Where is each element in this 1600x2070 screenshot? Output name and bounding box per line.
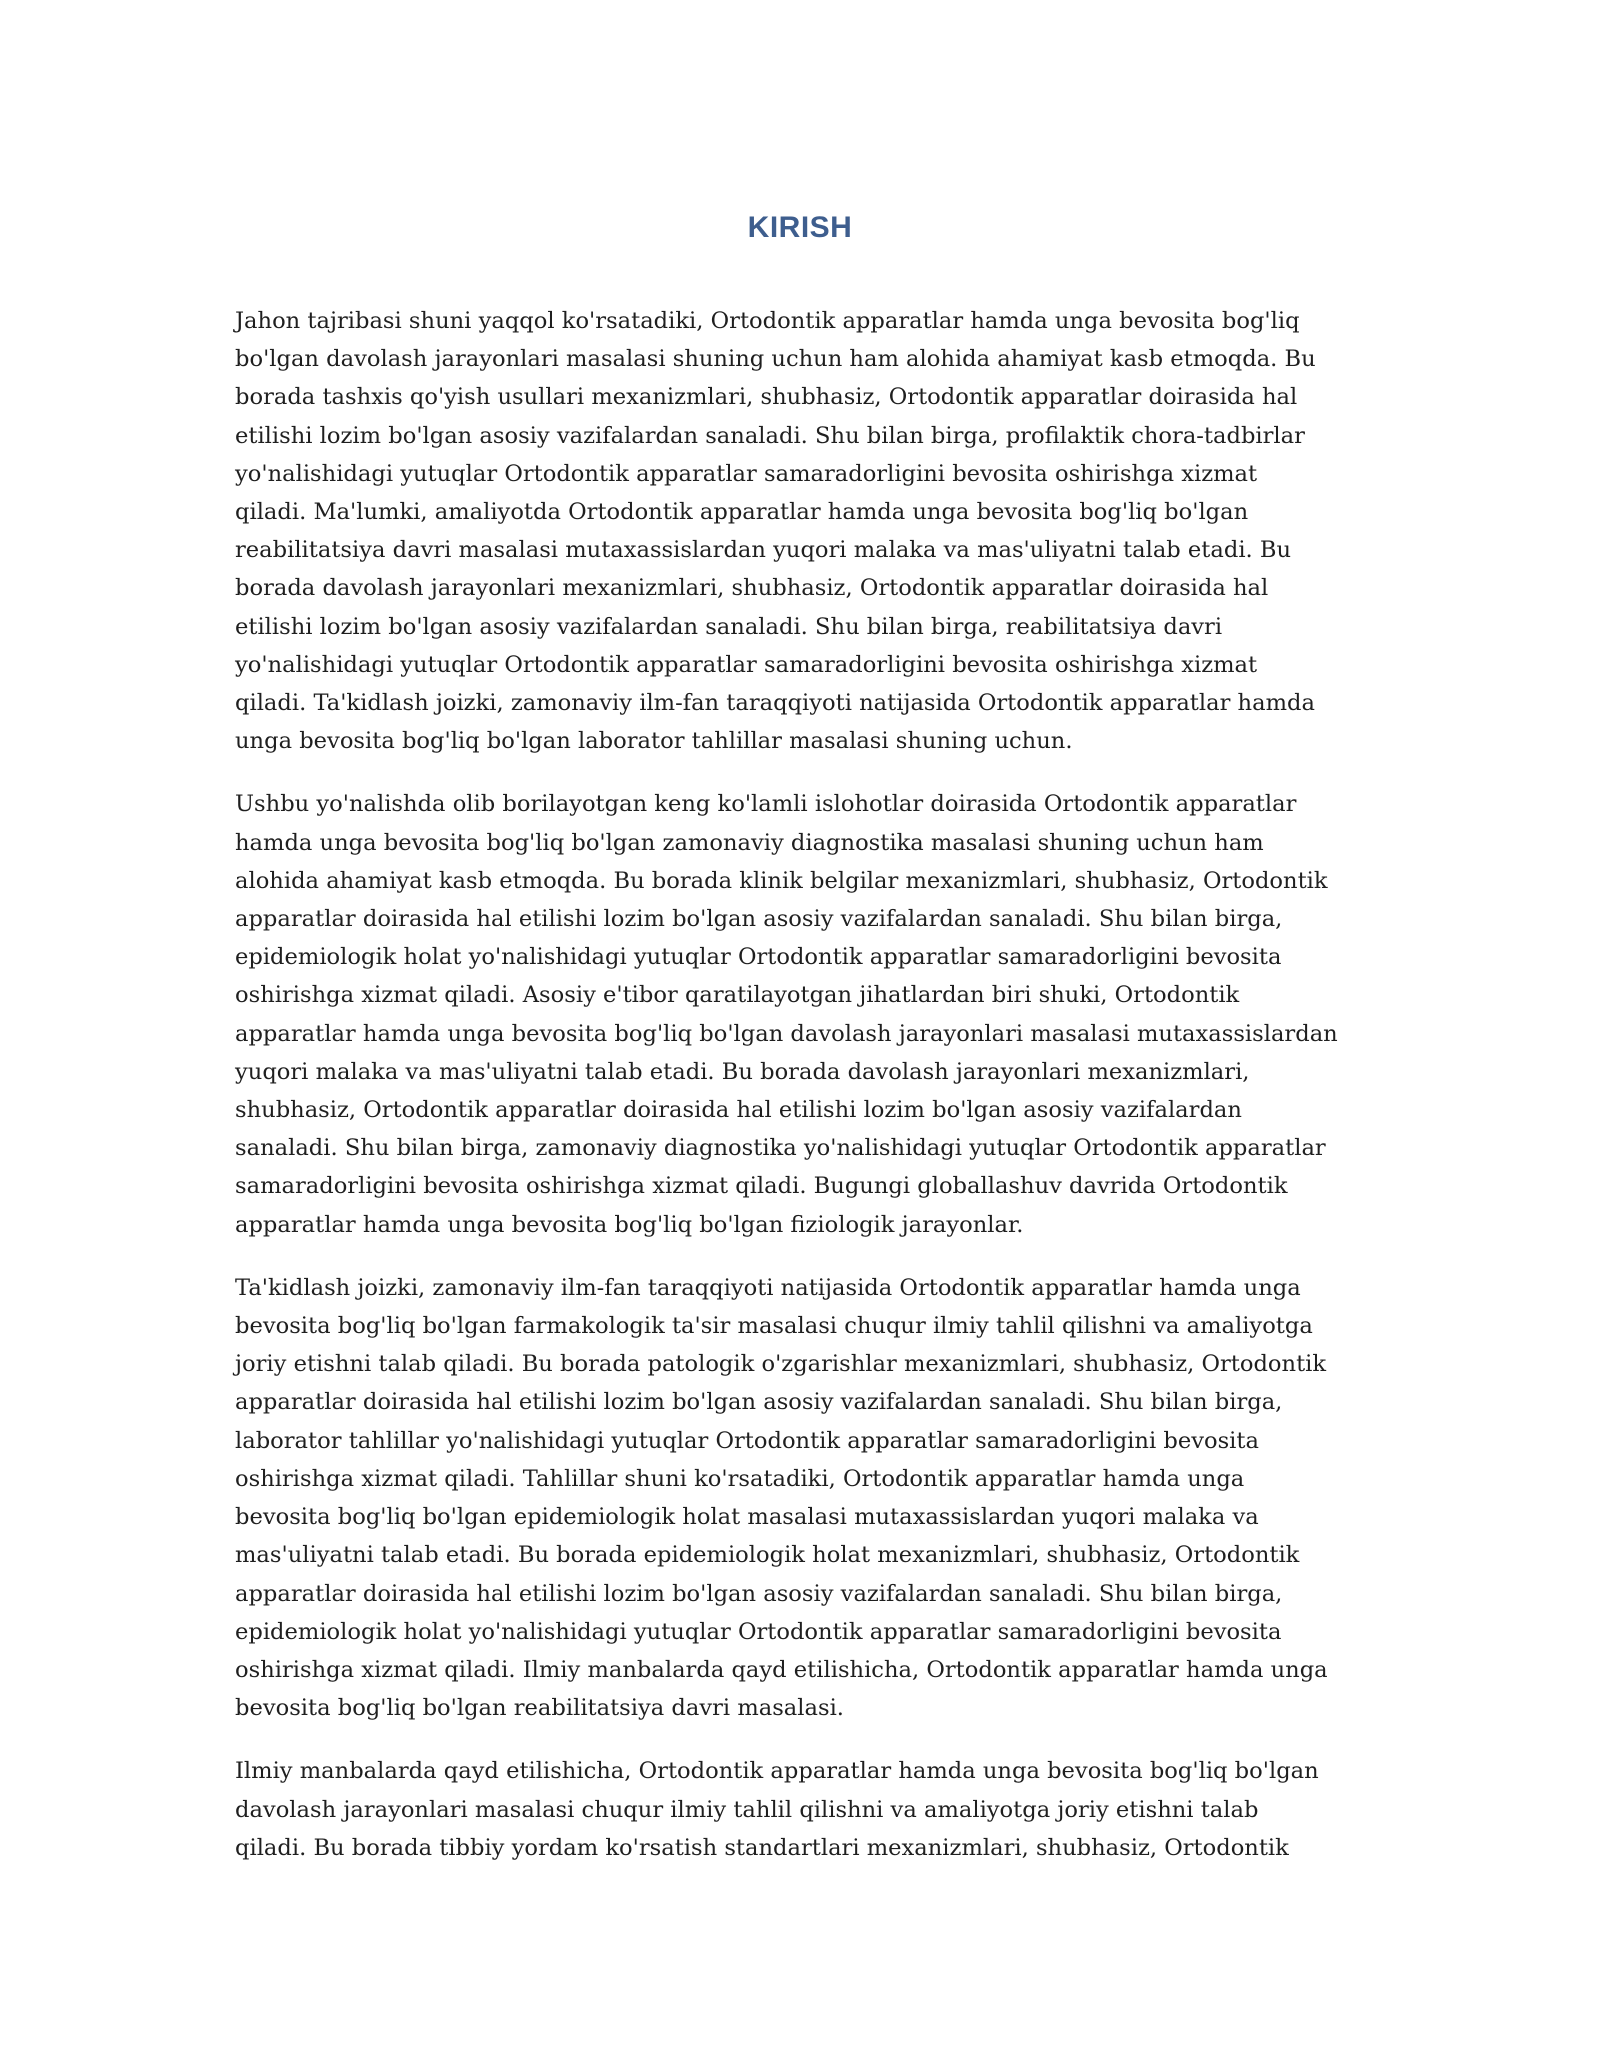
text-line: apparatlar doirasida hal etilishi lozim bo'lgan asosiy vazifalardan sanaladi. Shu bilan birga, (235, 1389, 1283, 1416)
text-line: qiladi. Ta'kidlash joizki, zamonaviy ilm-fan taraqqiyoti natijasida Ortodontik apparatlar hamda (235, 690, 1315, 717)
paragraph-2 (235, 785, 1380, 1243)
text-line: sanaladi. Shu bilan birga, zamonaviy diagnostika yo'nalishidagi yutuqlar Ortodontik apparatlar (235, 1135, 1326, 1162)
text-line: apparatlar doirasida hal etilishi lozim bo'lgan asosiy vazifalardan sanaladi. Shu bilan birga, (235, 1580, 1283, 1607)
text-line: etilishi lozim bo'lgan asosiy vazifalardan sanaladi. Shu bilan birga, reabilitatsiya davri (235, 613, 1223, 640)
paragraph-3 (235, 1269, 1380, 1727)
text-line: qiladi. Ma'lumki, amaliyotda Ortodontik apparatlar hamda unga bevosita bog'liq bo'lgan (235, 499, 1249, 526)
text-line: hamda unga bevosita bog'liq bo'lgan zamonaviy diagnostika masalasi shuning uchun ham (235, 829, 1264, 856)
text-line: samaradorligini bevosita oshirishga xizmat qiladi. Bugungi globallashuv davrida Ortodontik (235, 1173, 1288, 1200)
text-line: Ushbu yo'nalishda olib borilayotgan keng ko'lamli islohotlar doirasida Ortodontik apparatlar (235, 791, 1297, 818)
text-line: borada davolash jarayonlari mexanizmlari, shubhasiz, Ortodontik apparatlar doirasida hal (235, 575, 1269, 602)
text-line: bo'lgan davolash jarayonlari masalasi shuning uchun ham alohida ahamiyat kasb etmoqda. Bu (235, 346, 1316, 373)
text-line: bevosita bog'liq bo'lgan farmakologik ta'sir masalasi chuqur ilmiy tahlil qilishni va amaliyotga (235, 1313, 1313, 1340)
text-line: unga bevosita bog'liq bo'lgan laborator tahlillar masalasi shuning uchun. (235, 728, 1073, 755)
text-line: Ilmiy manbalarda qayd etilishicha, Ortodontik apparatlar hamda unga bevosita bog'liq bo'lgan (235, 1758, 1319, 1785)
text-line: bevosita bog'liq bo'lgan epidemiologik holat masalasi mutaxassislardan yuqori malaka va (235, 1504, 1259, 1531)
text-line: borada tashxis qo'yish usullari mexanizmlari, shubhasiz, Ortodontik apparatlar doirasida hal (235, 384, 1298, 411)
document-body (235, 302, 1380, 1892)
text-line: epidemiologik holat yo'nalishidagi yutuqlar Ortodontik apparatlar samaradorligini bevosita (235, 944, 1282, 971)
text-line: joriy etishni talab qiladi. Bu borada patologik o'zgarishlar mexanizmlari, shubhasiz, Ortodontik (235, 1351, 1327, 1378)
text-line: shubhasiz, Ortodontik apparatlar doirasida hal etilishi lozim bo'lgan asosiy vazifalardan (235, 1097, 1242, 1124)
text-line: epidemiologik holat yo'nalishidagi yutuqlar Ortodontik apparatlar samaradorligini bevosita (235, 1618, 1282, 1645)
text-line: apparatlar hamda unga bevosita bog'liq bo'lgan davolash jarayonlari masalasi mutaxassislardan (235, 1020, 1338, 1047)
text-line: oshirishga xizmat qiladi. Tahlillar shuni ko'rsatadiki, Ortodontik apparatlar hamda unga (235, 1465, 1245, 1492)
paragraph-4 (235, 1752, 1380, 1867)
text-line: apparatlar doirasida hal etilishi lozim bo'lgan asosiy vazifalardan sanaladi. Shu bilan birga, (235, 906, 1283, 933)
text-line: davolash jarayonlari masalasi chuqur ilmiy tahlil qilishni va amaliyotga joriy etishni talab (235, 1796, 1259, 1823)
text-line: oshirishga xizmat qiladi. Ilmiy manbalarda qayd etilishicha, Ortodontik apparatlar hamda unga (235, 1656, 1328, 1683)
text-line: laborator tahlillar yo'nalishidagi yutuqlar Ortodontik apparatlar samaradorligini bevosita (235, 1427, 1259, 1454)
text-line: Ta'kidlash joizki, zamonaviy ilm-fan taraqqiyoti natijasida Ortodontik apparatlar hamda unga (235, 1274, 1301, 1301)
text-line: reabilitatsiya davri masalasi mutaxassislardan yuqori malaka va mas'uliyatni talab etadi. Bu (235, 537, 1292, 564)
text-line: mas'uliyatni talab etadi. Bu borada epidemiologik holat mexanizmlari, shubhasiz, Ortodontik (235, 1542, 1300, 1569)
page-title: KIRISH (747, 211, 853, 245)
text-line: yo'nalishidagi yutuqlar Ortodontik apparatlar samaradorligini bevosita oshirishga xizmat (235, 651, 1258, 678)
text-line: apparatlar hamda unga bevosita bog'liq bo'lgan fiziologik jarayonlar. (235, 1211, 1024, 1238)
paragraph-1 (235, 302, 1380, 760)
text-line: Jahon tajribasi shuni yaqqol ko'rsatadiki, Ortodontik apparatlar hamda unga bevosita bog'liq (235, 308, 1300, 334)
text-line: alohida ahamiyat kasb etmoqda. Bu borada klinik belgilar mexanizmlari, shubhasiz, Ortodontik (235, 867, 1328, 894)
text-line: yo'nalishidagi yutuqlar Ortodontik apparatlar samaradorligini bevosita oshirishga xizmat (235, 460, 1258, 487)
text-line: yuqori malaka va mas'uliyatni talab etadi. Bu borada davolash jarayonlari mexanizmlari, (235, 1058, 1250, 1085)
text-line: oshirishga xizmat qiladi. Asosiy e'tibor qaratilayotgan jihatlardan biri shuki, Ortodontik (235, 982, 1240, 1009)
text-line: bevosita bog'liq bo'lgan reabilitatsiya davri masalasi. (235, 1695, 844, 1722)
text-line: qiladi. Bu borada tibbiy yordam ko'rsatish standartlari mexanizmlari, shubhasiz, Ortodontik (235, 1834, 1289, 1861)
text-line: etilishi lozim bo'lgan asosiy vazifalardan sanaladi. Shu bilan birga, profilaktik chora-tadbirlar (235, 422, 1305, 449)
